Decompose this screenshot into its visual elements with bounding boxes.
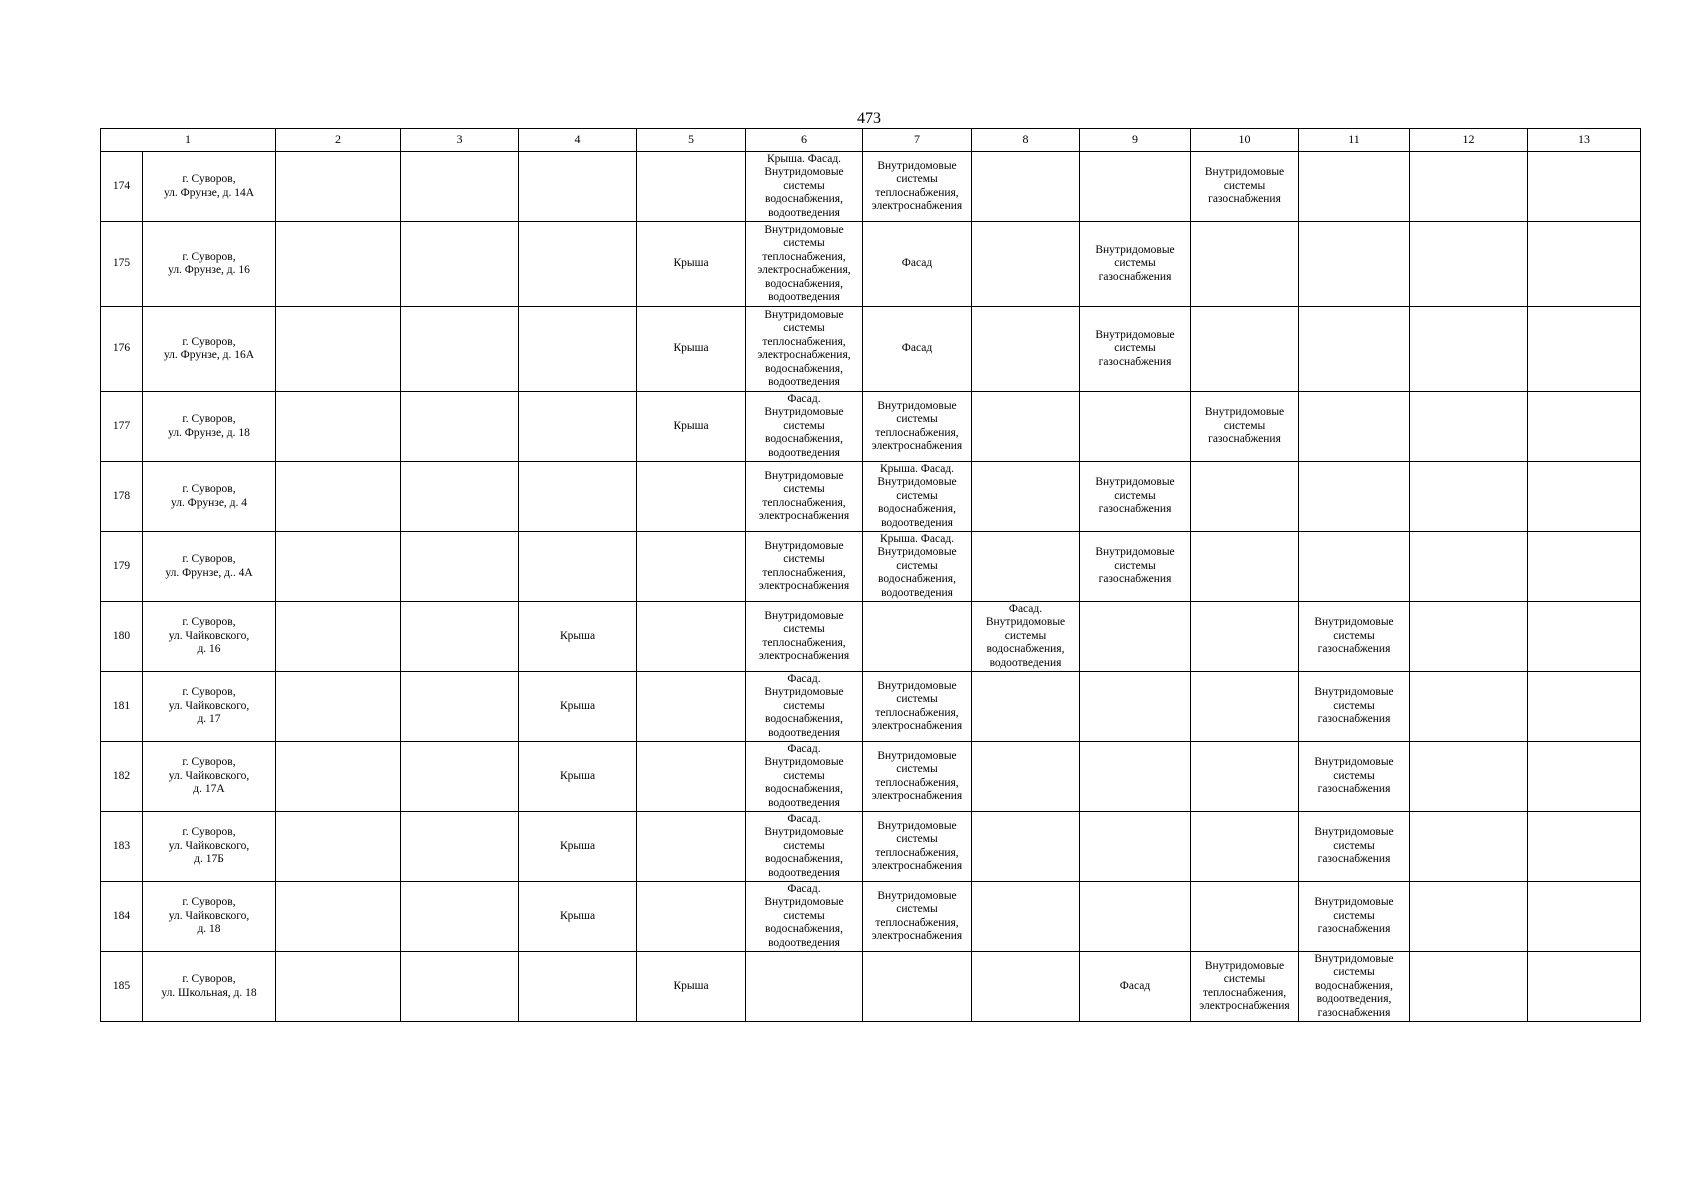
- work-cell-13: [1528, 222, 1641, 307]
- work-cell-8: [972, 222, 1080, 307]
- work-cell-8: [972, 152, 1080, 222]
- work-cell-13: [1528, 672, 1641, 742]
- header-col-10: 10: [1191, 129, 1299, 152]
- work-cell-13: [1528, 602, 1641, 672]
- table-row: [101, 222, 1641, 307]
- header-col-1: 1: [101, 129, 276, 152]
- table-header: [101, 129, 1641, 152]
- row-number-cell: 176: [101, 307, 143, 392]
- header-col-13: 13: [1528, 129, 1641, 152]
- work-cell-9: Внутридомовые системы газоснабжения: [1080, 462, 1191, 532]
- work-cell-5: Крыша: [637, 307, 746, 392]
- work-cell-4: Крыша: [519, 742, 637, 812]
- work-cell-3: [401, 602, 519, 672]
- work-cell-2: [276, 882, 401, 952]
- header-col-5: 5: [637, 129, 746, 152]
- work-cell-6: Внутридомовые системы теплоснабжения, электроснабжения: [746, 462, 863, 532]
- work-cell-6: Фасад. Внутридомовые системы водоснабжения, водоотведения: [746, 392, 863, 462]
- work-cell-6: Внутридомовые системы теплоснабжения, электроснабжения, водоснабжения, водоотведения: [746, 222, 863, 307]
- work-cell-9: [1080, 392, 1191, 462]
- work-cell-5: [637, 672, 746, 742]
- address-cell: г. Суворов, ул. Чайковского, д. 16: [143, 602, 276, 672]
- work-cell-4: [519, 532, 637, 602]
- work-cell-7: Внутридомовые системы теплоснабжения, электроснабжения: [863, 742, 972, 812]
- row-number-cell: 174: [101, 152, 143, 222]
- table-row: [101, 392, 1641, 462]
- work-cell-2: [276, 532, 401, 602]
- work-cell-5: [637, 462, 746, 532]
- work-cell-12: [1410, 222, 1528, 307]
- work-cell-7: Крыша. Фасад. Внутридомовые системы водоснабжения, водоотведения: [863, 532, 972, 602]
- work-cell-8: [972, 742, 1080, 812]
- work-cell-6: Внутридомовые системы теплоснабжения, электроснабжения: [746, 532, 863, 602]
- table-row: [101, 952, 1641, 1022]
- work-cell-8: [972, 307, 1080, 392]
- work-cell-7: Фасад: [863, 222, 972, 307]
- work-cell-10: [1191, 222, 1299, 307]
- work-cell-11: Внутридомовые системы газоснабжения: [1299, 742, 1410, 812]
- work-cell-8: Фасад. Внутридомовые системы водоснабжения, водоотведения: [972, 602, 1080, 672]
- work-cell-7: Внутридомовые системы теплоснабжения, электроснабжения: [863, 392, 972, 462]
- work-cell-13: [1528, 952, 1641, 1022]
- table-row: [101, 882, 1641, 952]
- work-cell-5: [637, 742, 746, 812]
- header-col-11: 11: [1299, 129, 1410, 152]
- row-number-cell: 183: [101, 812, 143, 882]
- work-cell-6: Внутридомовые системы теплоснабжения, электроснабжения: [746, 602, 863, 672]
- work-cell-2: [276, 812, 401, 882]
- work-cell-11: Внутридомовые системы газоснабжения: [1299, 812, 1410, 882]
- work-cell-5: [637, 532, 746, 602]
- work-cell-2: [276, 152, 401, 222]
- work-cell-4: [519, 462, 637, 532]
- work-cell-2: [276, 672, 401, 742]
- work-cell-12: [1410, 392, 1528, 462]
- work-cell-13: [1528, 742, 1641, 812]
- header-col-12: 12: [1410, 129, 1528, 152]
- address-cell: г. Суворов, ул. Фрунзе, д.. 4А: [143, 532, 276, 602]
- table-row: [101, 812, 1641, 882]
- work-cell-9: Внутридомовые системы газоснабжения: [1080, 532, 1191, 602]
- header-col-4: 4: [519, 129, 637, 152]
- header-col-7: 7: [863, 129, 972, 152]
- work-cell-2: [276, 742, 401, 812]
- work-cell-11: Внутридомовые системы газоснабжения: [1299, 882, 1410, 952]
- row-number-cell: 182: [101, 742, 143, 812]
- work-cell-4: [519, 152, 637, 222]
- row-number-cell: 177: [101, 392, 143, 462]
- table-body: [101, 152, 1641, 1022]
- work-cell-4: [519, 222, 637, 307]
- work-cell-6: [746, 952, 863, 1022]
- table-row: [101, 307, 1641, 392]
- work-cell-7: [863, 952, 972, 1022]
- address-cell: г. Суворов, ул. Чайковского, д. 17: [143, 672, 276, 742]
- work-cell-13: [1528, 532, 1641, 602]
- work-cell-2: [276, 952, 401, 1022]
- work-cell-5: Крыша: [637, 392, 746, 462]
- work-cell-6: Крыша. Фасад. Внутридомовые системы водоснабжения, водоотведения: [746, 152, 863, 222]
- work-cell-4: Крыша: [519, 672, 637, 742]
- work-cell-6: Фасад. Внутридомовые системы водоснабжения, водоотведения: [746, 812, 863, 882]
- work-cell-4: [519, 952, 637, 1022]
- row-number-cell: 180: [101, 602, 143, 672]
- work-cell-5: [637, 152, 746, 222]
- work-cell-3: [401, 222, 519, 307]
- work-cell-12: [1410, 152, 1528, 222]
- work-cell-10: [1191, 602, 1299, 672]
- table-row: [101, 602, 1641, 672]
- work-cell-9: [1080, 672, 1191, 742]
- address-cell: г. Суворов, ул. Чайковского, д. 17А: [143, 742, 276, 812]
- work-cell-8: [972, 812, 1080, 882]
- work-cell-11: Внутридомовые системы газоснабжения: [1299, 602, 1410, 672]
- work-cell-6: Внутридомовые системы теплоснабжения, электроснабжения, водоснабжения, водоотведения: [746, 307, 863, 392]
- address-cell: г. Суворов, ул. Фрунзе, д. 16: [143, 222, 276, 307]
- work-cell-11: [1299, 392, 1410, 462]
- work-cell-9: Фасад: [1080, 952, 1191, 1022]
- table-row: [101, 742, 1641, 812]
- work-cell-10: Внутридомовые системы газоснабжения: [1191, 152, 1299, 222]
- work-cell-11: [1299, 152, 1410, 222]
- work-cell-7: Внутридомовые системы теплоснабжения, электроснабжения: [863, 152, 972, 222]
- work-cell-10: [1191, 812, 1299, 882]
- work-cell-3: [401, 307, 519, 392]
- work-cell-5: Крыша: [637, 222, 746, 307]
- row-number-cell: 184: [101, 882, 143, 952]
- work-cell-5: [637, 602, 746, 672]
- work-cell-13: [1528, 307, 1641, 392]
- work-cell-3: [401, 462, 519, 532]
- work-cell-7: [863, 602, 972, 672]
- work-cell-2: [276, 307, 401, 392]
- table-row: [101, 672, 1641, 742]
- work-cell-10: [1191, 882, 1299, 952]
- table-row: [101, 152, 1641, 222]
- work-cell-3: [401, 532, 519, 602]
- work-cell-3: [401, 152, 519, 222]
- work-cell-11: Внутридомовые системы газоснабжения: [1299, 672, 1410, 742]
- address-cell: г. Суворов, ул. Чайковского, д. 18: [143, 882, 276, 952]
- work-cell-12: [1410, 307, 1528, 392]
- work-cell-7: Внутридомовые системы теплоснабжения, электроснабжения: [863, 672, 972, 742]
- work-cell-12: [1410, 812, 1528, 882]
- work-cell-3: [401, 392, 519, 462]
- work-cell-12: [1410, 672, 1528, 742]
- row-number-cell: 175: [101, 222, 143, 307]
- work-cell-3: [401, 882, 519, 952]
- work-cell-10: [1191, 307, 1299, 392]
- work-cell-8: [972, 952, 1080, 1022]
- work-cell-2: [276, 392, 401, 462]
- address-cell: г. Суворов, ул. Фрунзе, д. 16А: [143, 307, 276, 392]
- page-number: 473: [857, 110, 881, 127]
- work-cell-13: [1528, 152, 1641, 222]
- work-cell-5: [637, 812, 746, 882]
- work-cell-8: [972, 462, 1080, 532]
- work-cell-8: [972, 392, 1080, 462]
- row-number-cell: 185: [101, 952, 143, 1022]
- work-cell-11: [1299, 307, 1410, 392]
- work-cell-4: [519, 307, 637, 392]
- row-number-cell: 179: [101, 532, 143, 602]
- work-cell-10: Внутридомовые системы теплоснабжения, электроснабжения: [1191, 952, 1299, 1022]
- work-cell-4: Крыша: [519, 812, 637, 882]
- work-cell-10: Внутридомовые системы газоснабжения: [1191, 392, 1299, 462]
- work-cell-8: [972, 882, 1080, 952]
- work-cell-2: [276, 222, 401, 307]
- header-col-9: 9: [1080, 129, 1191, 152]
- work-cell-9: [1080, 152, 1191, 222]
- work-cell-9: [1080, 882, 1191, 952]
- work-cell-2: [276, 462, 401, 532]
- work-cell-4: Крыша: [519, 882, 637, 952]
- work-cell-12: [1410, 462, 1528, 532]
- address-cell: г. Суворов, ул. Фрунзе, д. 18: [143, 392, 276, 462]
- work-cell-11: Внутридомовые системы водоснабжения, водоотведения, газоснабжения: [1299, 952, 1410, 1022]
- address-cell: г. Суворов, ул. Фрунзе, д. 4: [143, 462, 276, 532]
- work-cell-5: [637, 882, 746, 952]
- work-cell-6: Фасад. Внутридомовые системы водоснабжения, водоотведения: [746, 672, 863, 742]
- work-cell-12: [1410, 532, 1528, 602]
- work-cell-3: [401, 742, 519, 812]
- repair-schedule-table: [100, 128, 1641, 1022]
- work-cell-11: [1299, 462, 1410, 532]
- work-cell-12: [1410, 952, 1528, 1022]
- work-cell-11: [1299, 532, 1410, 602]
- work-cell-6: Фасад. Внутридомовые системы водоснабжения, водоотведения: [746, 882, 863, 952]
- work-cell-11: [1299, 222, 1410, 307]
- work-cell-13: [1528, 392, 1641, 462]
- work-cell-7: Внутридомовые системы теплоснабжения, электроснабжения: [863, 882, 972, 952]
- work-cell-12: [1410, 882, 1528, 952]
- work-cell-13: [1528, 812, 1641, 882]
- table-row: [101, 532, 1641, 602]
- work-cell-9: Внутридомовые системы газоснабжения: [1080, 222, 1191, 307]
- work-cell-9: Внутридомовые системы газоснабжения: [1080, 307, 1191, 392]
- work-cell-10: [1191, 672, 1299, 742]
- address-cell: г. Суворов, ул. Школьная, д. 18: [143, 952, 276, 1022]
- row-number-cell: 181: [101, 672, 143, 742]
- work-cell-3: [401, 812, 519, 882]
- row-number-cell: 178: [101, 462, 143, 532]
- work-cell-2: [276, 602, 401, 672]
- work-cell-13: [1528, 462, 1641, 532]
- work-cell-10: [1191, 462, 1299, 532]
- work-cell-9: [1080, 742, 1191, 812]
- work-cell-12: [1410, 742, 1528, 812]
- header-col-8: 8: [972, 129, 1080, 152]
- work-cell-7: Внутридомовые системы теплоснабжения, электроснабжения: [863, 812, 972, 882]
- table-row: [101, 462, 1641, 532]
- address-cell: г. Суворов, ул. Чайковского, д. 17Б: [143, 812, 276, 882]
- work-cell-4: Крыша: [519, 602, 637, 672]
- work-cell-9: [1080, 812, 1191, 882]
- work-cell-10: [1191, 742, 1299, 812]
- work-cell-3: [401, 952, 519, 1022]
- header-col-3: 3: [401, 129, 519, 152]
- header-col-6: 6: [746, 129, 863, 152]
- work-cell-3: [401, 672, 519, 742]
- work-cell-6: Фасад. Внутридомовые системы водоснабжения, водоотведения: [746, 742, 863, 812]
- work-cell-12: [1410, 602, 1528, 672]
- work-cell-10: [1191, 532, 1299, 602]
- work-cell-7: Крыша. Фасад. Внутридомовые системы водоснабжения, водоотведения: [863, 462, 972, 532]
- address-cell: г. Суворов, ул. Фрунзе, д. 14А: [143, 152, 276, 222]
- header-row: [101, 129, 1641, 152]
- work-cell-9: [1080, 602, 1191, 672]
- work-cell-8: [972, 532, 1080, 602]
- work-cell-8: [972, 672, 1080, 742]
- work-cell-4: [519, 392, 637, 462]
- work-cell-5: Крыша: [637, 952, 746, 1022]
- work-cell-13: [1528, 882, 1641, 952]
- header-col-2: 2: [276, 129, 401, 152]
- work-cell-7: Фасад: [863, 307, 972, 392]
